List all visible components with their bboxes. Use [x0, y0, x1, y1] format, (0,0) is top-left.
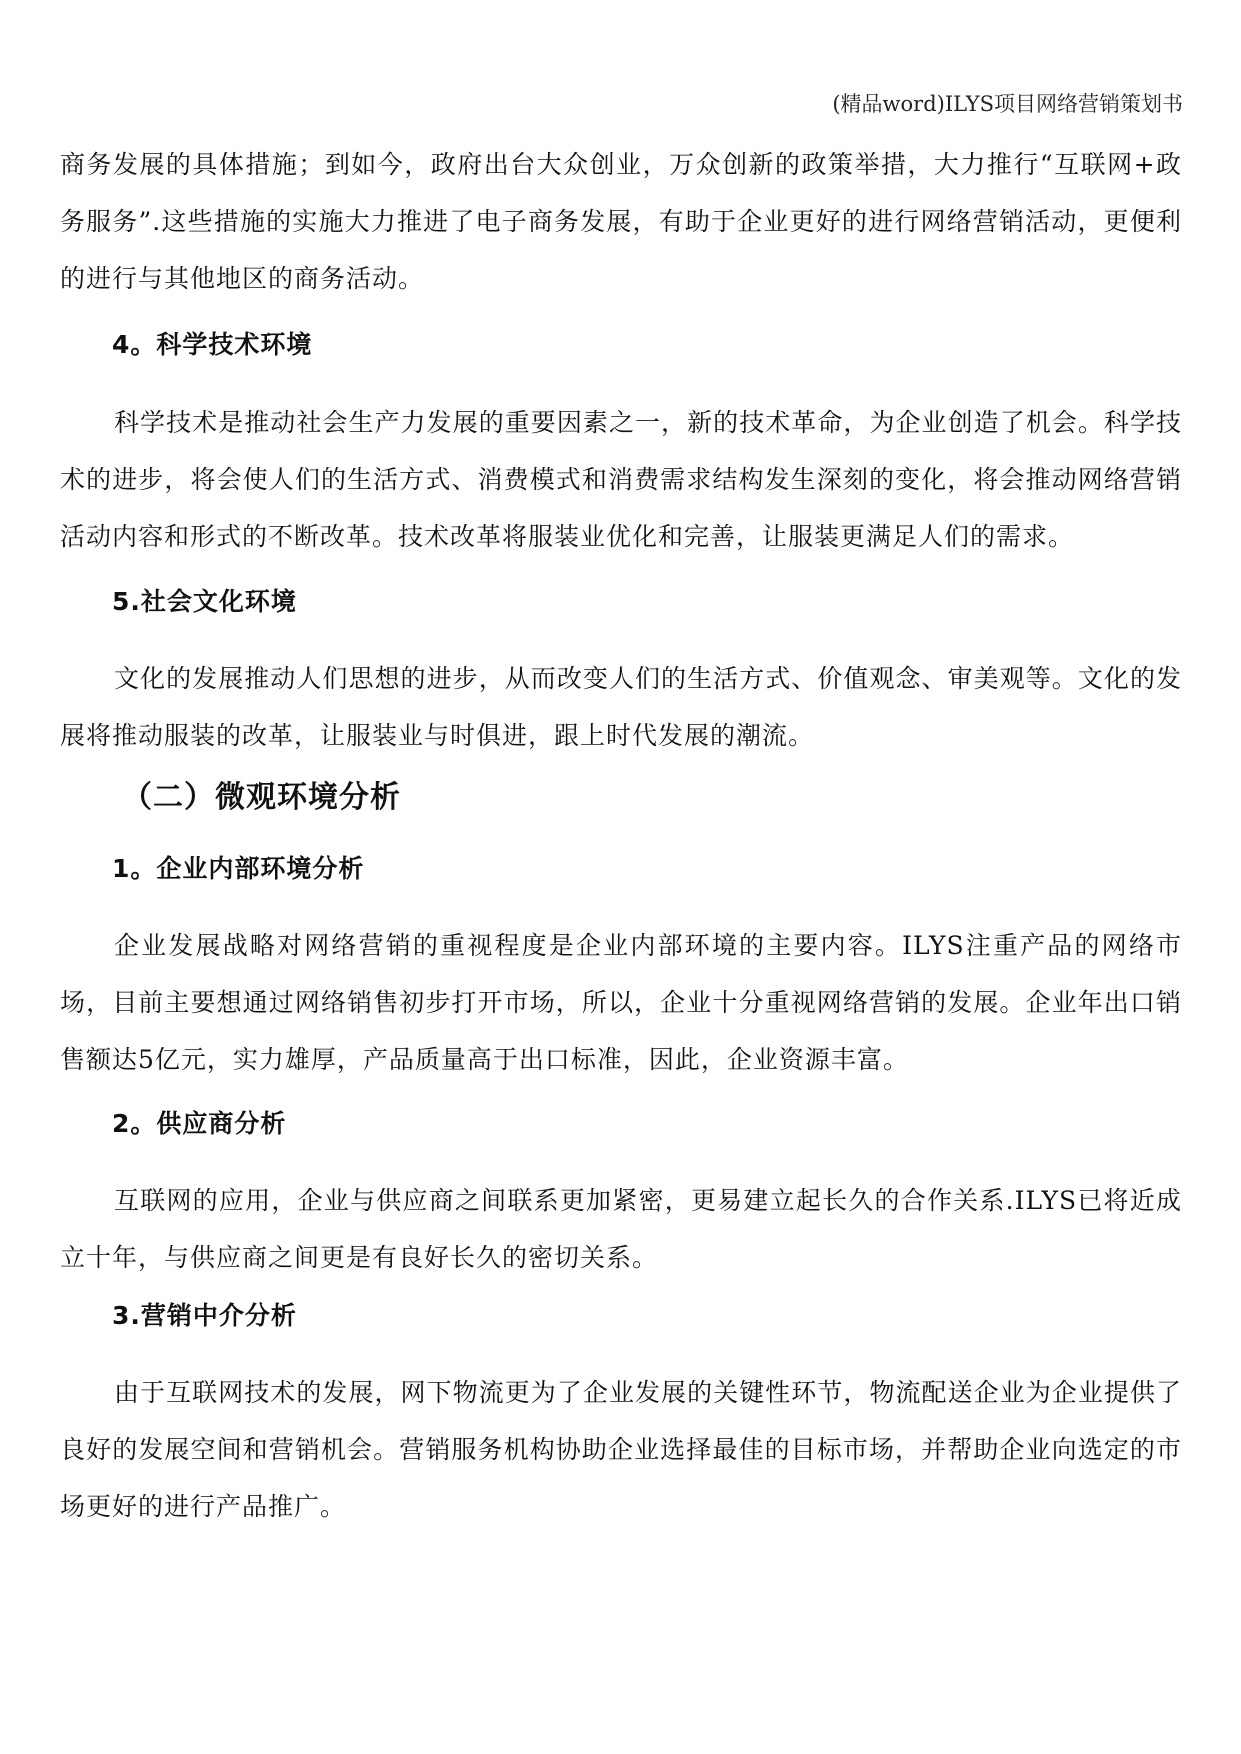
paragraph-internal-environment: 企业发展战略对网络营销的重视程度是企业内部环境的主要内容。ILYS注重产品的网络市场，目前主要想通过网络销售初步打开市场，所以，企业十分重视网络营销的发展。企业年出口销售额达5亿元，实力雄厚，产品质量高于出口标准，因此，企业资源丰富。: [60, 931, 1182, 1074]
heading-culture-environment: 5.社会文化环境: [112, 587, 297, 616]
paragraph-tech-environment: 科学技术是推动社会生产力发展的重要因素之一，新的技术革命，为企业创造了机会。科学技术的进步，将会使人们的生活方式、消费模式和消费需求结构发生深刻的变化，将会推动网络营销活动内容和形式的不断改革。技术改革将服装业优化和完善，让服装更满足人们的需求。: [60, 408, 1182, 551]
paragraph-intermediary-analysis: 由于互联网技术的发展，网下物流更为了企业发展的关键性环节，物流配送企业为企业提供了良好的发展空间和营销机会。营销服务机构协助企业选择最佳的目标市场，并帮助企业向选定的市场更好的进行产品推广。: [60, 1378, 1182, 1521]
paragraph-ecommerce-measures: 商务发展的具体措施；到如今，政府出台大众创业，万众创新的政策举措，大力推行“互联网+政务服务”.这些措施的实施大力推进了电子商务发展，有助于企业更好的进行网络营销活动，更便利的进行与其他地区的商务活动。: [60, 150, 1182, 293]
heading-micro-environment: （二）微观环境分析: [122, 780, 401, 815]
heading-tech-environment: 4。科学技术环境: [112, 330, 313, 359]
page-header: (精品word)ILYS项目网络营销策划书: [832, 92, 1183, 116]
paragraph-supplier-analysis: 互联网的应用，企业与供应商之间联系更加紧密，更易建立起长久的合作关系.ILYS已将近成立十年，与供应商之间更是有良好长久的密切关系。: [60, 1186, 1182, 1272]
heading-intermediary-analysis: 3.营销中介分析: [112, 1301, 297, 1330]
heading-internal-environment: 1。企业内部环境分析: [112, 854, 365, 883]
heading-supplier-analysis: 2。供应商分析: [112, 1109, 287, 1138]
paragraph-culture-environment: 文化的发展推动人们思想的进步，从而改变人们的生活方式、价值观念、审美观等。文化的发展将推动服装的改革，让服装业与时俱进，跟上时代发展的潮流。: [60, 664, 1182, 750]
